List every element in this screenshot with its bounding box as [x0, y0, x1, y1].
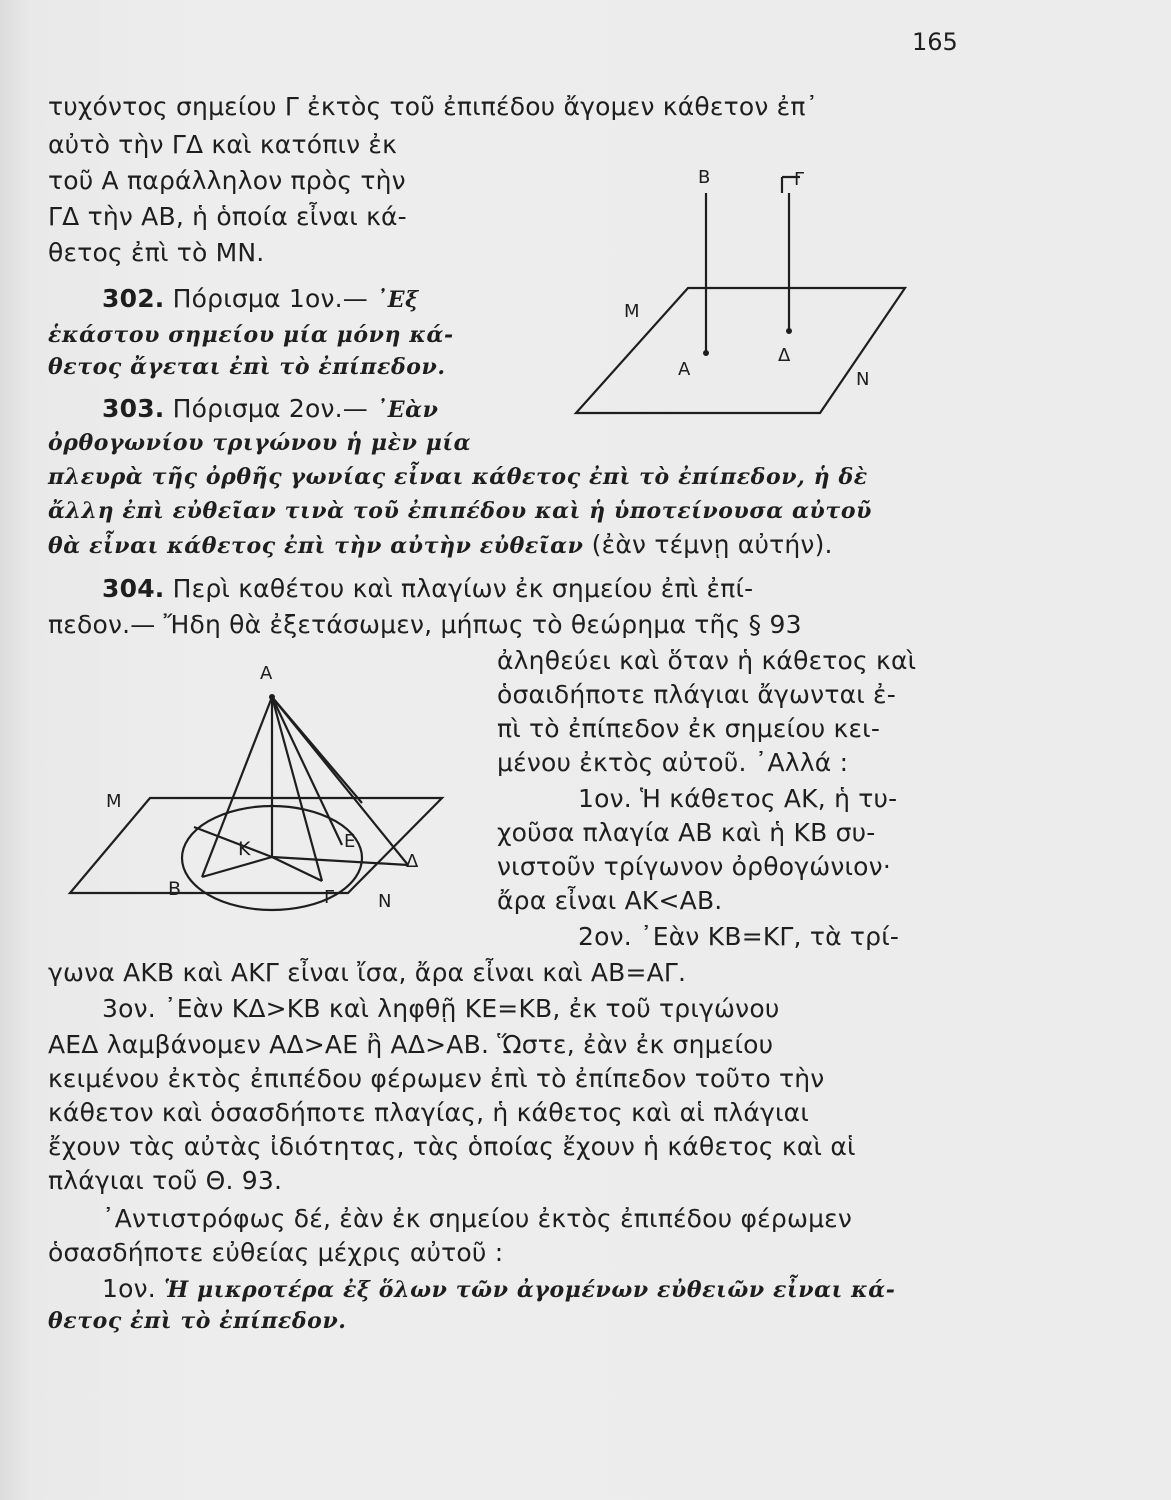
text-line: χοῦσα πλαγία ΑΒ καὶ ἡ ΚΒ συ-: [497, 818, 876, 847]
text-line: αὐτὸ τὴν ΓΔ καὶ κατόπιν ἐκ: [48, 130, 398, 159]
label-g: Γ: [794, 169, 805, 190]
text-line: νιστοῦν τρίγωνον ὀρθογώνιον·: [497, 852, 891, 881]
text-line: ΑΕΔ λαμβάνομεν ΑΔ>ΑΕ ἢ ΑΔ>ΑΒ. Ὥστε, ἐὰν ἐκ σημείου: [48, 1030, 774, 1059]
line-ky: [194, 827, 272, 857]
plane-mn: [70, 798, 442, 893]
point-a: [703, 350, 709, 356]
italic-line: ἄλλη ἐπὶ εὐθεῖαν τινὰ τοῦ ἐπιπέδου καὶ ἡ ὑποτείνουσα αὐτοῦ: [48, 498, 872, 524]
text-line: κειμένου ἐκτὸς ἐπιπέδου φέρωμεν ἐπὶ τὸ ἐπίπεδον τοῦτο τὴν: [48, 1064, 825, 1093]
line-kb: [202, 857, 272, 877]
figure-plane-perpendiculars: [560, 155, 940, 425]
item-number: 1ον.: [102, 1274, 156, 1303]
italic-line: πλευρὰ τῆς ὀρθῆς γωνίας εἶναι κάθετος ἐπὶ τὸ ἐπίπεδον, ἡ δὲ: [48, 464, 868, 490]
text-line: [48, 610, 802, 640]
text-line: [102, 1274, 895, 1305]
label-g: Γ: [324, 887, 335, 908]
label-m: Μ: [106, 791, 122, 812]
text-line: ὁσασδήποτε εὐθείας μέχρις αὐτοῦ :: [48, 1238, 504, 1267]
label-e: Ε: [344, 831, 356, 852]
text-line: κάθετον καὶ ὁσασδήποτε πλαγίας, ἡ κάθετος καὶ αἱ πλάγιαι: [48, 1098, 809, 1127]
italic-part: θὰ εἶναι κάθετος ἐπὶ τὴν αὐτὴν εὐθεῖαν: [48, 533, 584, 559]
text-line: πλάγιαι τοῦ Θ. 93.: [48, 1166, 283, 1195]
italic-line: θετος ἄγεται ἐπὶ τὸ ἐπίπεδον.: [48, 354, 446, 380]
text-line: ᾿Αντιστρόφως δέ, ἐὰν ἐκ σημείου ἐκτὸς ἐπιπέδου φέρωμεν: [102, 1204, 853, 1233]
line-ab: [202, 697, 272, 877]
text-line: ΓΔ τὴν ΑΒ, ἡ ὁποία εἶναι κά-: [48, 202, 407, 231]
figure-perpendicular-obliques: [50, 655, 470, 925]
text-line: 3ον. ᾿Εὰν ΚΔ>ΚΒ καὶ ληφθῇ ΚΕ=ΚΒ, ἐκ τοῦ τριγώνου: [102, 994, 780, 1023]
italic-part: Ἡ μικροτέρα ἐξ ὅλων τῶν ἀγομένων εὐθειῶν εἶναι κά-: [164, 1277, 896, 1303]
text-line: ἔχουν τὰς αὐτὰς ἰδιότητας, τὰς ὁποίας ἔχουν ἡ κάθετος καὶ αἱ: [48, 1132, 856, 1161]
label-a: Α: [260, 663, 273, 684]
italic-line: ὀρθογωνίου τριγώνου ἡ μὲν μία: [48, 430, 472, 456]
text-line: ἀληθεύει καὶ ὅταν ἡ κάθετος καὶ: [497, 646, 917, 675]
section-304-heading: [102, 574, 753, 604]
text-line: τοῦ Α παράλληλον πρὸς τὴν: [48, 166, 406, 195]
label-a: Α: [678, 359, 691, 380]
section-302-heading: [102, 284, 419, 315]
mixed-line: [48, 530, 833, 561]
text-line: ὁσαιδήποτε πλάγιαι ἄγωνται ἐ-: [497, 680, 896, 709]
text-part: Ἤδη θὰ ἐξετάσωμεν, μήπως τὸ θεώρημα τῆς § 93: [163, 610, 802, 639]
label-b: Β: [168, 878, 182, 900]
text-line: γωνα ΑΚΒ καὶ ΑΚΓ εἶναι ἴσα, ἄρα εἶναι καὶ ΑΒ=ΑΓ.: [48, 958, 687, 987]
text-line: 2ον. ᾿Εὰν ΚΒ=ΚΓ, τὰ τρί-: [578, 922, 900, 951]
label-n: Ν: [378, 891, 392, 912]
section-title-cont: πεδον.—: [48, 610, 156, 639]
section-text: ᾿Εξ: [376, 287, 419, 313]
section-title: Περὶ καθέτου καὶ πλαγίων ἐκ σημείου ἐπὶ ἐπί-: [172, 574, 754, 603]
section-number: 302.: [102, 284, 165, 313]
text-line: πὶ τὸ ἐπίπεδον ἐκ σημείου κει-: [497, 714, 881, 743]
text-line: τυχόντος σημείου Γ ἐκτὸς τοῦ ἐπιπέδου ἄγομεν κάθετον ἐπ᾽: [48, 92, 819, 121]
text-line: θετος ἐπὶ τὸ ΜΝ.: [48, 238, 265, 267]
italic-line: θετος ἐπὶ τὸ ἐπίπεδον.: [48, 1308, 347, 1334]
point-a: [269, 694, 275, 700]
section-text: ᾿Εὰν: [376, 397, 439, 423]
text-line: 1ον. Ἡ κάθετος ΑΚ, ἡ τυ-: [578, 784, 898, 813]
label-d: Δ: [406, 851, 419, 872]
section-title: Πόρισμα 1ον.—: [172, 284, 368, 313]
page-number: 165: [912, 28, 958, 56]
label-d: Δ: [778, 345, 791, 366]
label-b: Β: [698, 167, 711, 188]
text-line: μένου ἐκτὸς αὐτοῦ. ᾿Αλλά :: [497, 748, 849, 777]
italic-line: ἑκάστου σημείου μία μόνη κά-: [48, 322, 454, 348]
label-n: Ν: [856, 369, 870, 390]
section-number: 304.: [102, 574, 165, 603]
line-kd: [272, 857, 408, 865]
section-303-heading: [102, 394, 438, 425]
point-d: [786, 328, 792, 334]
section-title: Πόρισμα 2ον.—: [172, 394, 368, 423]
plain-part: (ἐὰν τέμνῃ αὐτήν).: [583, 530, 833, 559]
section-number: 303.: [102, 394, 165, 423]
text-line: ἄρα εἶναι ΑΚ<ΑΒ.: [497, 886, 723, 915]
label-k: Κ: [238, 838, 251, 860]
label-m: Μ: [624, 301, 640, 322]
